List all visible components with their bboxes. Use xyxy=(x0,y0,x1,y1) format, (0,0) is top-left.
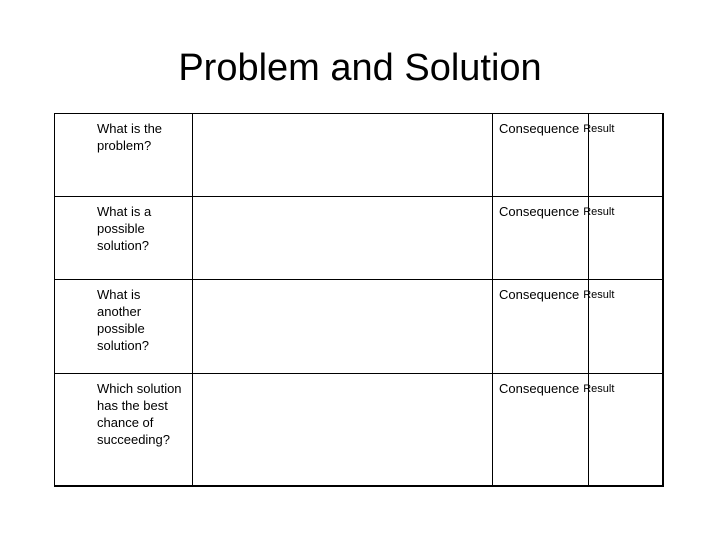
question-cell xyxy=(55,114,193,197)
page-title: Problem and Solution xyxy=(178,47,542,89)
consequence-label: Consequence xyxy=(499,381,580,397)
consequence-label: Consequence xyxy=(499,287,580,303)
question-label: Which solution has the best chance of succeeding? xyxy=(97,381,182,448)
table-row xyxy=(55,280,663,374)
consequence-label: Consequence xyxy=(499,204,580,220)
answer-cell[interactable] xyxy=(193,114,493,197)
table-row xyxy=(55,114,663,197)
answer-cell[interactable] xyxy=(193,280,493,374)
result-label: Result xyxy=(583,123,615,135)
question-cell xyxy=(55,280,193,374)
consequence-cell[interactable] xyxy=(493,280,615,374)
consequence-cell[interactable] xyxy=(493,114,615,197)
result-label: Result xyxy=(583,206,615,219)
consequence-label: Consequence xyxy=(499,121,580,136)
answer-cell[interactable] xyxy=(193,197,493,280)
answer-cell[interactable] xyxy=(193,374,493,486)
result-label: Result xyxy=(583,289,615,302)
question-cell xyxy=(55,197,193,280)
table-row xyxy=(55,374,663,486)
consequence-cell[interactable] xyxy=(493,374,615,486)
question-label: What is a possible solution? xyxy=(97,204,152,254)
table-row xyxy=(55,197,663,280)
question-label: What is another possible solution? xyxy=(97,287,150,354)
problem-solution-table xyxy=(54,113,664,487)
consequence-cell[interactable] xyxy=(493,197,615,280)
result-label: Result xyxy=(583,383,615,396)
question-label: What is the problem? xyxy=(97,121,163,153)
question-cell xyxy=(55,374,193,486)
